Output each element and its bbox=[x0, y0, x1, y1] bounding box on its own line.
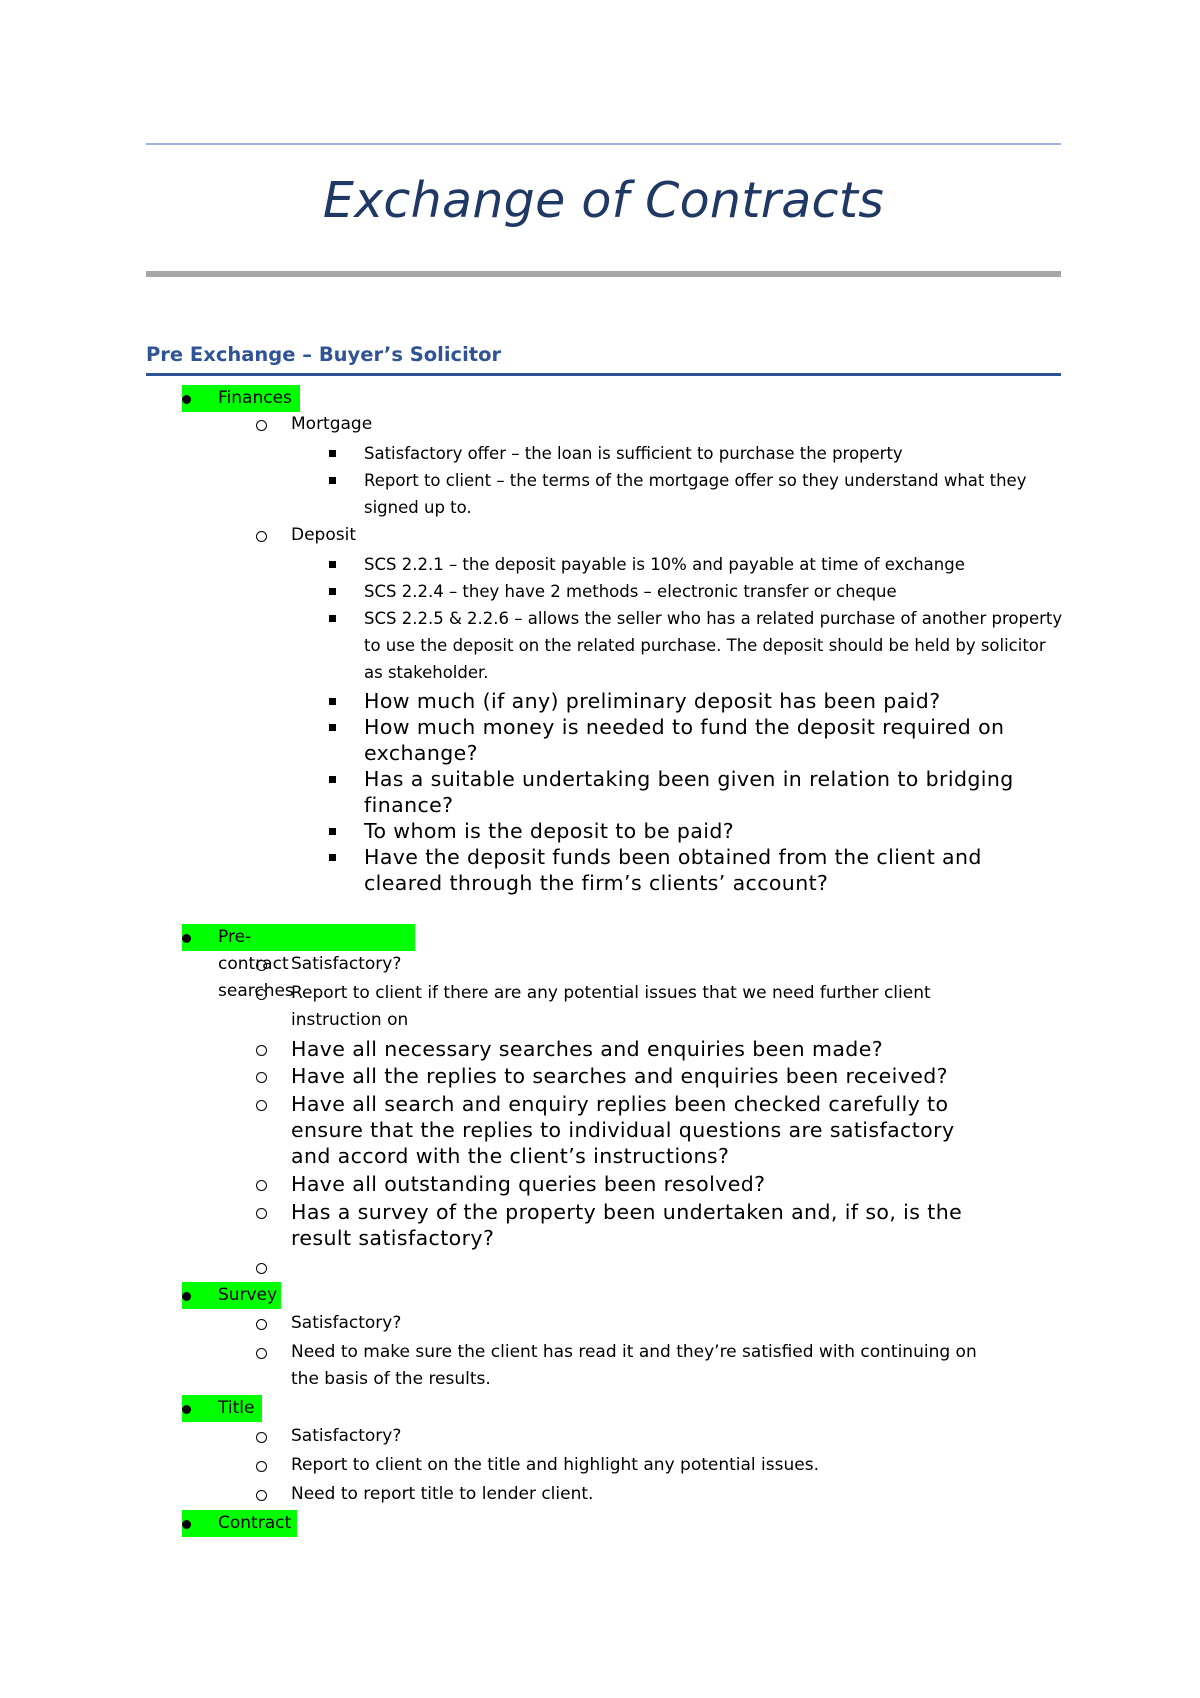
finances-label: Finances bbox=[218, 388, 292, 408]
list-item-text: Satisfactory? bbox=[291, 954, 402, 974]
circle-bullet-icon bbox=[256, 1100, 267, 1111]
bullet-icon bbox=[182, 395, 191, 404]
deposit-label: Deposit bbox=[291, 525, 356, 545]
square-bullet-icon bbox=[329, 776, 336, 783]
circle-bullet-icon bbox=[256, 960, 267, 971]
bullet-icon bbox=[182, 1292, 191, 1301]
top-rule bbox=[146, 143, 1061, 145]
list-item-text: Have all outstanding queries been resolved? bbox=[291, 1172, 766, 1196]
square-bullet-icon bbox=[329, 854, 336, 861]
list-item-text: Report to client on the title and highlight any potential issues. bbox=[291, 1455, 819, 1475]
square-bullet-icon bbox=[329, 724, 336, 731]
circle-bullet-icon bbox=[256, 1180, 267, 1191]
title-label: Title bbox=[218, 1398, 255, 1418]
list-item-text: How much money is needed to fund the deposit required on exchange? bbox=[364, 715, 1005, 765]
circle-bullet-icon bbox=[256, 420, 267, 431]
circle-bullet-icon bbox=[256, 1432, 267, 1443]
square-bullet-icon bbox=[329, 477, 336, 484]
mortgage-label: Mortgage bbox=[291, 414, 373, 434]
square-bullet-icon bbox=[329, 615, 336, 622]
circle-bullet-icon bbox=[256, 1319, 267, 1330]
list-item-text: Have the deposit funds been obtained from the client and cleared through the firm’s clients’ account? bbox=[364, 845, 982, 895]
square-bullet-icon bbox=[329, 698, 336, 705]
list-item-text: SCS 2.2.1 – the deposit payable is 10% and payable at time of exchange bbox=[364, 555, 965, 574]
list-item-text: How much (if any) preliminary deposit has been paid? bbox=[364, 689, 941, 713]
list-item-text: Satisfactory? bbox=[291, 1313, 402, 1333]
circle-bullet-icon bbox=[256, 1045, 267, 1056]
square-bullet-icon bbox=[329, 828, 336, 835]
list-item-text: Have all search and enquiry replies been checked carefully to ensure that the replies to individual questions are satisfactory and accord with the client’s instructions? bbox=[291, 1092, 955, 1168]
survey-label: Survey bbox=[218, 1285, 278, 1305]
searches-label: Pre-contract searches bbox=[218, 927, 294, 1001]
circle-bullet-icon bbox=[256, 1208, 267, 1219]
square-bullet-icon bbox=[329, 588, 336, 595]
list-item-text: Has a suitable undertaking been given in relation to bridging finance? bbox=[364, 767, 1014, 817]
contract-label: Contract bbox=[218, 1513, 292, 1533]
highlight bbox=[182, 924, 415, 951]
square-bullet-icon bbox=[329, 450, 336, 457]
circle-bullet-icon bbox=[256, 531, 267, 542]
list-item-text: Report to client if there are any potential issues that we need further client instruction on bbox=[291, 983, 931, 1030]
list-item-text: SCS 2.2.4 – they have 2 methods – electronic transfer or cheque bbox=[364, 582, 897, 601]
list-item-text: SCS 2.2.5 & 2.2.6 – allows the seller who has a related purchase of another property to use the deposit on the related purchase. The deposit should be held by solicitor as stakeholder. bbox=[364, 609, 1063, 682]
bullet-icon bbox=[182, 1405, 191, 1414]
circle-bullet-icon bbox=[256, 1490, 267, 1501]
list-item-text: Need to report title to lender client. bbox=[291, 1484, 594, 1504]
circle-bullet-icon bbox=[256, 1461, 267, 1472]
section-heading-rule bbox=[146, 373, 1061, 376]
circle-bullet-icon bbox=[256, 989, 267, 1000]
bullet-icon bbox=[182, 1520, 191, 1529]
list-item-text: To whom is the deposit to be paid? bbox=[364, 819, 735, 843]
square-bullet-icon bbox=[329, 561, 336, 568]
circle-bullet-icon bbox=[256, 1263, 267, 1274]
bullet-icon bbox=[182, 934, 191, 943]
circle-bullet-icon bbox=[256, 1348, 267, 1359]
list-item-text: Satisfactory offer – the loan is sufficient to purchase the property bbox=[364, 444, 903, 463]
list-item-text: Need to make sure the client has read it and they’re satisfied with continuing on the basis of the results. bbox=[291, 1342, 977, 1389]
list-item-text: Have all the replies to searches and enquiries been received? bbox=[291, 1064, 948, 1088]
list-item-text: Satisfactory? bbox=[291, 1426, 402, 1446]
list-item-text: Has a survey of the property been undertaken and, if so, is the result satisfactory? bbox=[291, 1200, 963, 1250]
list-item-text: Report to client – the terms of the mortgage offer so they understand what they signed up to. bbox=[364, 471, 1027, 517]
title-underline bbox=[146, 271, 1061, 277]
document-title: Exchange of Contracts bbox=[322, 172, 885, 229]
list-item-text: Have all necessary searches and enquiries been made? bbox=[291, 1037, 884, 1061]
circle-bullet-icon bbox=[256, 1072, 267, 1083]
section-heading: Pre Exchange – Buyer’s Solicitor bbox=[146, 343, 502, 366]
